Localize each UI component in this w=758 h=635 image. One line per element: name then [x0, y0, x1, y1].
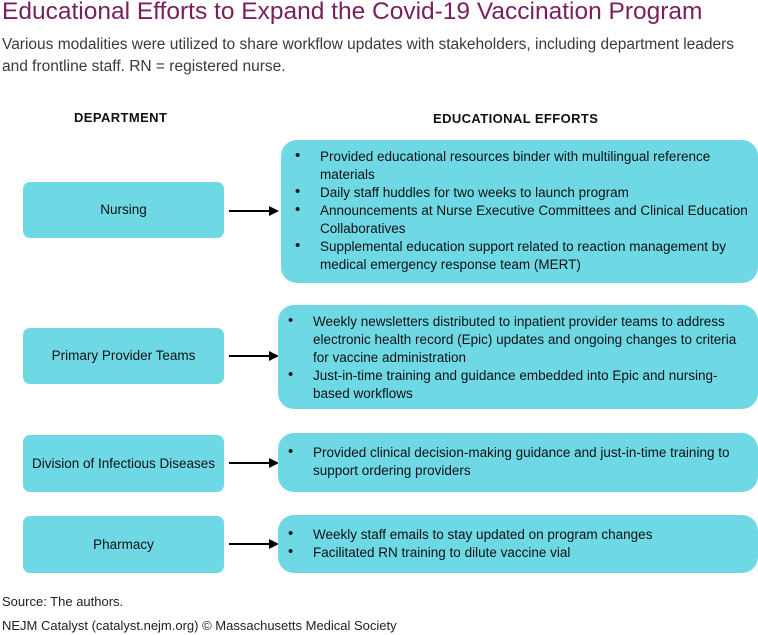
- figure-title: Educational Efforts to Expand the Covid-19 Vaccination Program: [2, 0, 703, 25]
- dept-box-primary-provider-teams: [23, 328, 224, 384]
- dept-box-infectious-diseases: [23, 435, 224, 492]
- effort-item: • Weekly staff emails to stay updated on program changes: [278, 526, 748, 544]
- dept-label: Nursing: [100, 202, 147, 217]
- dept-label: Pharmacy: [93, 536, 154, 552]
- effort-item: • Provided educational resources binder with multilingual reference materials: [285, 148, 748, 184]
- dept-label: Primary Provider Teams: [51, 348, 196, 363]
- effort-item: • Daily staff huddles for two weeks to launch program: [285, 184, 748, 202]
- dept-label: Division of Infectious Diseases: [31, 455, 216, 471]
- copyright-credit: NEJM Catalyst (catalyst.nejm.org) © Massachusetts Medical Society: [2, 618, 397, 633]
- dept-box-nursing: [23, 182, 224, 238]
- arrow-icon: [229, 205, 279, 217]
- arrow-icon: [229, 538, 279, 550]
- arrow-icon: [229, 350, 279, 362]
- department-column-header: DEPARTMENT: [74, 110, 168, 125]
- effort-item: • Supplemental education support related to reaction management by medical emergency response team (MERT): [285, 238, 748, 274]
- effort-item: • Announcements at Nurse Executive Committees and Clinical Education Collaboratives: [285, 202, 748, 238]
- efforts-box-pharmacy: [278, 515, 758, 573]
- efforts-box-nursing: [281, 140, 758, 283]
- dept-box-pharmacy: [23, 516, 224, 573]
- effort-item: • Weekly newsletters distributed to inpatient provider teams to address electronic health record (Epic) updates and ongoing changes to criteria for vaccine administration: [278, 313, 746, 367]
- efforts-box-primary-provider-teams: [278, 305, 758, 409]
- efforts-box-infectious-diseases: [278, 433, 758, 492]
- source-note: Source: The authors.: [2, 594, 124, 609]
- effort-item: • Just-in-time training and guidance embedded into Epic and nursing-based workflows: [278, 367, 746, 403]
- figure-subtitle: Various modalities were utilized to share workflow updates with stakeholders, including department leaders and frontline staff. RN = registered nurse.: [2, 36, 735, 75]
- arrow-icon: [229, 457, 279, 469]
- effort-item: • Facilitated RN training to dilute vaccine vial: [278, 544, 748, 562]
- effort-item: • Provided clinical decision-making guidance and just-in-time training to support ordering providers: [278, 444, 752, 480]
- efforts-column-header: EDUCATIONAL EFFORTS: [433, 111, 599, 126]
